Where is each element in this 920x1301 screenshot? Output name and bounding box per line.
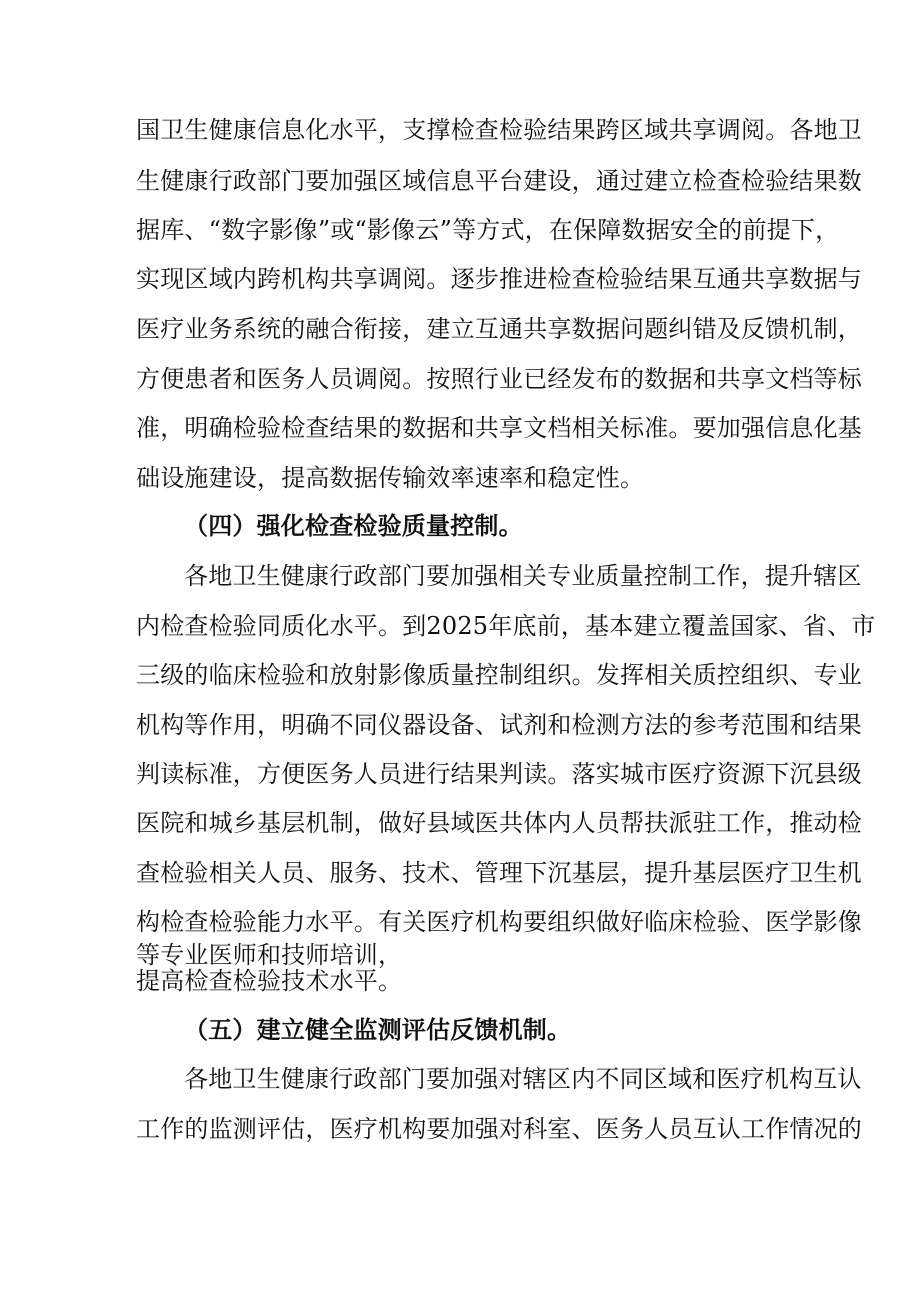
paragraph-line: 三级的临床检验和放射影像质量控制组织。发挥相关质控组织、专业 — [136, 661, 862, 689]
paragraph-line-last: 础设施建设，提高数据传输效率速率和稳定性。 — [136, 464, 645, 492]
paragraph-line: 工作的监测评估，医疗机构要加强对科室、医务人员互认工作情况的 — [136, 1115, 862, 1143]
paragraph-line: 医疗业务系统的融合衔接，建立互通共享数据问题纠错及反馈机制， — [136, 315, 862, 343]
paragraph-line-last: 提高检查检验技术水平。 — [136, 967, 403, 995]
paragraph-line: 生健康行政部门要加强区域信息平台建设，通过建立检查检验结果数 — [136, 167, 862, 195]
paragraph-line: 判读标准，方便医务人员进行结果判读。落实城市医疗资源下沉县级 — [136, 760, 862, 788]
paragraph-line: 实现区域内跨机构共享调阅。逐步推进检查检验结果互通共享数据与 — [136, 265, 862, 293]
paragraph-line: 国卫生健康信息化水平，支撑检查检验结果跨区域共享调阅。各地卫 — [136, 116, 862, 144]
paragraph-line: 据库、“数字影像”或“影像云”等方式，在保障数据安全的前提下， — [136, 216, 840, 244]
paragraph-first-line: 各地卫生健康行政部门要加强对辖区内不同区域和医疗机构互认 — [184, 1065, 862, 1093]
paragraph-line: 方便患者和医务人员调阅。按照行业已经发布的数据和共享文档等标 — [136, 365, 862, 393]
paragraph-line: 准，明确检验检查结果的数据和共享文档相关标准。要加强信息化基 — [136, 414, 862, 442]
paragraph-line: 构检查检验能力水平。有关医疗机构要组织做好临床检验、医学影像 — [136, 908, 862, 936]
paragraph-line: 医院和城乡基层机制，做好县域医共体内人员帮扶派驻工作，推动检 — [136, 809, 862, 837]
paragraph-line: 内检查检验同质化水平。到2025年底前，基本建立覆盖国家、省、市 — [136, 612, 876, 640]
paragraph-line: 等专业医师和技师培训， — [136, 941, 403, 969]
section-heading-5: （五）建立健全监测评估反馈机制。 — [184, 1015, 572, 1044]
section-heading-4: （四）强化检查检验质量控制。 — [184, 511, 523, 540]
paragraph-line: 查检验相关人员、服务、技术、管理下沉基层，提升基层医疗卫生机 — [136, 859, 862, 887]
paragraph-line: 机构等作用，明确不同仪器设备、试剂和检测方法的参考范围和结果 — [136, 711, 862, 739]
paragraph-first-line: 各地卫生健康行政部门要加强相关专业质量控制工作，提升辖区 — [184, 562, 862, 590]
